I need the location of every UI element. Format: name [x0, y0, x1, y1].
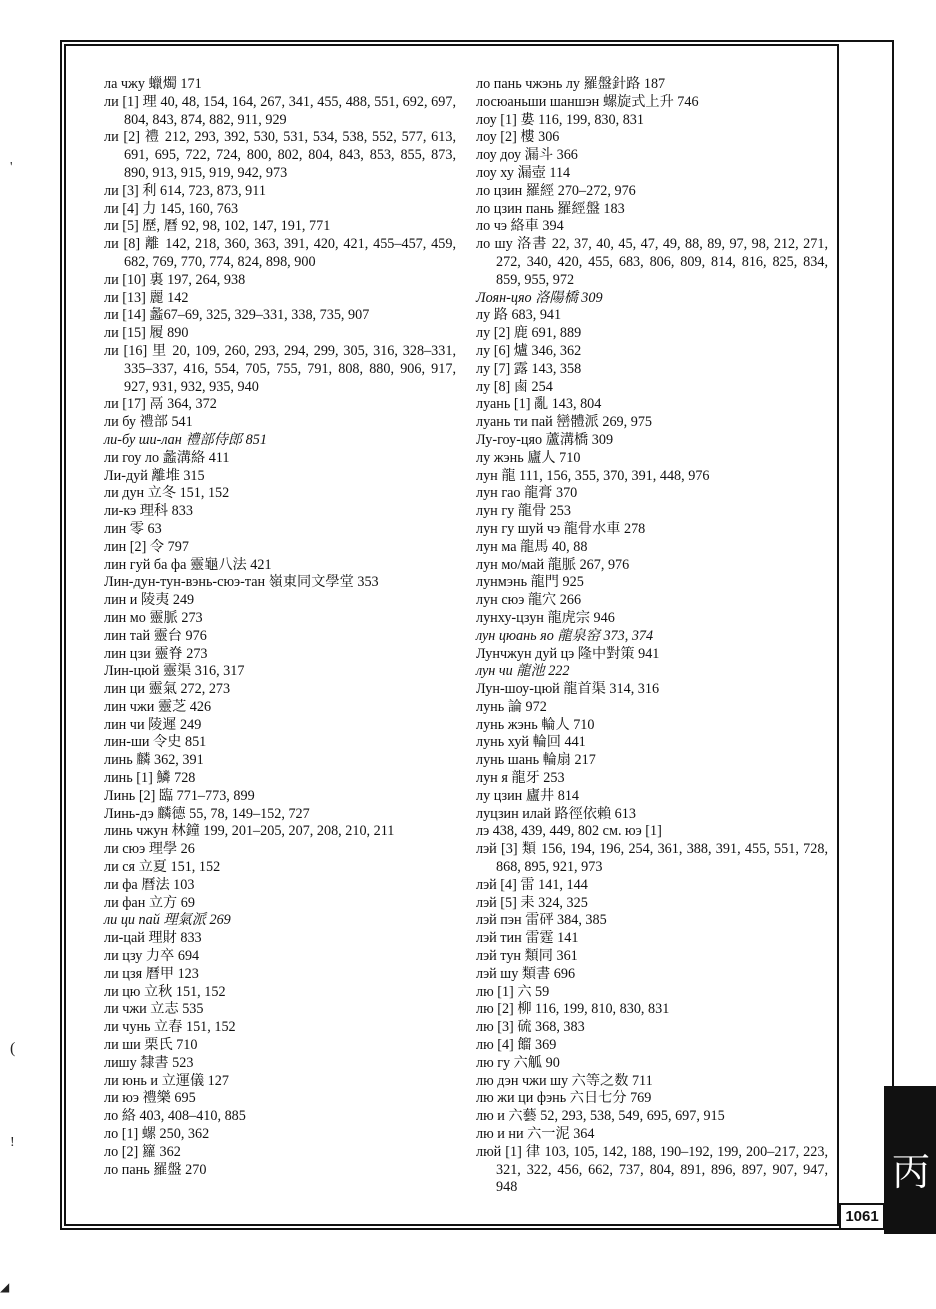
index-entry: лин цзи 靈脊 273	[104, 645, 208, 662]
index-entry: Линь [2] 臨 771–773, 899	[104, 787, 255, 804]
index-entry: лун мо/май 龍脈 267, 976	[476, 556, 630, 573]
section-thumb-tab	[884, 1086, 936, 1234]
index-entry: ли [4] 力 145, 160, 763	[104, 200, 239, 217]
index-entry: лун гу шуй чэ 龍骨水車 278	[476, 520, 646, 537]
index-entry: ли [2] 禮 212, 293, 392, 530, 531, 534, 538, 552, 577, 613, 691, 695, 722, 724, 800, 802, 804, 843, 853, 855, 873, 890, 913, 915, 919, 942, 973	[104, 129, 456, 181]
index-entry: лэй пэн 雷砰 384, 385	[476, 912, 607, 929]
index-entry: ли чжи 立志 535	[104, 1001, 204, 1018]
scan-mark: '	[10, 160, 13, 175]
index-entry: ли фан 立方 69	[104, 894, 195, 911]
index-entry: ли [5] 歷, 曆 92, 98, 102, 147, 191, 771	[104, 218, 331, 235]
index-entry: ли [13] 麗 142	[104, 289, 189, 306]
index-entry: ло чэ 絡車 394	[476, 218, 564, 235]
index-entry: линь чжун 林鐘 199, 201–205, 207, 208, 210, 211	[104, 823, 395, 840]
index-entry: ло 絡 403, 408–410, 885	[104, 1108, 246, 1125]
index-entry: Лунчжун дуй цэ 隆中對策 941	[476, 645, 660, 662]
index-entry: Ли-дуй 離堆 315	[104, 467, 205, 484]
index-entry: ли [1] 理 40, 48, 154, 164, 267, 341, 455, 488, 551, 692, 697, 804, 843, 874, 882, 911, 929	[104, 93, 456, 128]
index-entry: ло шу 洛書 22, 37, 40, 45, 47, 49, 88, 89, 97, 98, 212, 271, 272, 340, 420, 455, 683, 806, 809, 814, 816, 825, 834, 859, 955, 972	[476, 236, 828, 288]
index-entry: ло [2] 籮 362	[104, 1143, 181, 1160]
index-column-left	[104, 76, 456, 1179]
index-entry: лю [1] 六 59	[476, 983, 550, 1000]
index-entry: лин ци 靈氣 272, 273	[104, 681, 231, 698]
index-entry: Лу-гоу-цяо 蘆溝橋 309	[476, 431, 614, 448]
index-entry: луань ти пай 巒體派 269, 975	[476, 414, 653, 431]
scan-mark: ◢	[0, 1280, 10, 1294]
index-entry: лун я 龍牙 253	[476, 770, 565, 787]
index-entry: лю дэн чжи шу 六等之数 711	[476, 1072, 653, 1089]
index-entry: лун гу 龍骨 253	[476, 503, 571, 520]
index-entry: ли цю 立秋 151, 152	[104, 983, 226, 1000]
index-entry: лунь хуй 輪回 441	[476, 734, 586, 751]
index-entry: ли фа 曆法 103	[104, 876, 195, 893]
index-entry: лоу [1] 婁 116, 199, 830, 831	[476, 111, 644, 128]
index-entry: ли сюэ 理學 26	[104, 841, 195, 858]
index-entry: лоу доу 漏斗 366	[476, 147, 578, 164]
index-entry: ло [1] 螺 250, 362	[104, 1126, 210, 1143]
index-entry: лун гао 龍膏 370	[476, 485, 578, 502]
index-entry: лин тай 靈台 976	[104, 627, 207, 644]
index-entry: лю [4] 餾 369	[476, 1037, 557, 1054]
index-entry: люй [1] 律 103, 105, 142, 188, 190–192, 199, 200–217, 223, 321, 322, 456, 662, 737, 804, 891, 896, 897, 907, 947, 948	[476, 1143, 828, 1196]
index-entry: ло пань чжэнь лу 羅盤針路 187	[476, 76, 666, 92]
index-entry: Лун-шоу-цюй 龍首渠 314, 316	[476, 681, 660, 698]
index-entry: лосюаньши шаншэн 螺旋式上升 746	[476, 93, 699, 110]
index-entry: лу жэнь 廬人 710	[476, 449, 581, 466]
index-entry: лунь жэнь 輪人 710	[476, 716, 595, 733]
index-entry: лун чи 龍池 222	[476, 663, 570, 680]
index-entry: ли ся 立夏 151, 152	[104, 859, 221, 876]
index-entry: ли [17] 鬲 364, 372	[104, 396, 217, 413]
index-entry: лин [2] 令 797	[104, 538, 189, 555]
index-entry: лю [3] 硫 368, 383	[476, 1019, 585, 1036]
index-entry: ли [10] 裏 197, 264, 938	[104, 271, 246, 288]
index-entry: Линь-дэ 麟德 55, 78, 149–152, 727	[104, 805, 310, 822]
index-entry: линь 麟 362, 391	[104, 752, 204, 769]
index-entry: Лоян-цяо 洛陽橋 309	[476, 289, 603, 306]
index-entry: лу [7] 露 143, 358	[476, 360, 582, 377]
index-entry: лю гу 六觚 90	[476, 1054, 560, 1071]
index-entry: ли-цай 理財 833	[104, 930, 202, 947]
index-entry: лэ 438, 439, 449, 802 см. юэ [1]	[476, 823, 662, 840]
index-entry: ло цзин 羅經 270–272, 976	[476, 182, 636, 199]
index-entry: ли цзя 曆甲 123	[104, 965, 199, 982]
index-entry: ли [16] 里 20, 109, 260, 293, 294, 299, 305, 316, 328–331, 335–337, 416, 554, 705, 755, 791, 808, 880, 906, 917, 927, 931, 932, 935, 940	[104, 342, 456, 395]
index-entry: лу 路 683, 941	[476, 307, 562, 324]
index-entry: ли [8] 離 142, 218, 360, 363, 391, 420, 421, 455–457, 459, 682, 769, 770, 774, 824, 898, 900	[104, 236, 456, 270]
index-entry: лин и 陵夷 249	[104, 592, 195, 609]
index-entry: ли цзу 力卒 694	[104, 948, 200, 965]
index-entry: лю и 六藝 52, 293, 538, 549, 695, 697, 915	[476, 1108, 725, 1125]
index-entry: лэй [5] 耒 324, 325	[476, 894, 588, 911]
index-entry: ли ши 栗氏 710	[104, 1037, 198, 1054]
index-entry: ли гоу ло 蠡溝絡 411	[104, 449, 230, 466]
index-entry: лин мо 靈脈 273	[104, 609, 203, 626]
index-entry: лун сюэ 龍穴 266	[476, 592, 582, 609]
index-entry: лишу 隸書 523	[104, 1054, 194, 1071]
index-entry: ли [15] 履 890	[104, 325, 189, 342]
index-entry: ли чунь 立春 151, 152	[104, 1019, 236, 1036]
index-entry: ла чжу 蠟燭 171	[104, 76, 202, 92]
index-entry: лунху-цзун 龍虎宗 946	[476, 609, 615, 626]
index-entry: лин чжи 靈芝 426	[104, 698, 212, 715]
index-entry: лун ма 龍馬 40, 88	[476, 538, 588, 555]
index-entry: лун цюань яо 龍泉窑 373, 374	[476, 627, 654, 644]
index-entry: ли юнь и 立運儀 127	[104, 1072, 229, 1089]
page-number: 1061	[839, 1203, 885, 1230]
scan-mark: (	[10, 1040, 16, 1057]
index-entry: лунь шань 輪扇 217	[476, 752, 596, 769]
index-entry: ли юэ 禮樂 695	[104, 1090, 196, 1107]
index-entry: ли-кэ 理科 833	[104, 503, 193, 520]
index-entry: ли-бу ши-лан 禮部侍郎 851	[104, 431, 267, 448]
index-entry: лю [2] 柳 116, 199, 810, 830, 831	[476, 1001, 670, 1018]
index-entry: лунмэнь 龍門 925	[476, 574, 584, 591]
index-entry: ли дун 立冬 151, 152	[104, 485, 230, 502]
index-entry: лоу [2] 樓 306	[476, 129, 560, 146]
index-entry: лу цзин 廬井 814	[476, 787, 580, 804]
index-entry: лу [2] 鹿 691, 889	[476, 325, 582, 342]
index-entry: лу [8] 鹵 254	[476, 378, 553, 395]
index-entry: ли [14] 蠡67–69, 325, 329–331, 338, 735, 907	[104, 307, 370, 324]
index-entry: лэй [4] 雷 141, 144	[476, 876, 588, 893]
index-entry: лю и ни 六一泥 364	[476, 1126, 595, 1143]
index-entry: лин 零 63	[104, 520, 162, 537]
index-entry: лин чи 陵遲 249	[104, 716, 202, 733]
index-entry: Лин-цюй 靈渠 316, 317	[104, 663, 245, 680]
index-entry: лэй тин 雷霆 141	[476, 930, 579, 947]
index-entry: лунь 論 972	[476, 698, 547, 715]
index-entry: лин гуй ба фа 靈龜八法 421	[104, 556, 272, 573]
index-entry: ли бу 禮部 541	[104, 414, 193, 431]
scan-mark: !	[10, 1135, 15, 1150]
index-entry: лэй тун 類同 361	[476, 948, 578, 965]
index-entry: линь [1] 鱗 728	[104, 770, 196, 787]
index-entry: лин-ши 令史 851	[104, 734, 207, 751]
index-entry: луань [1] 亂 143, 804	[476, 396, 602, 413]
index-entry: лэй шу 類書 696	[476, 965, 576, 982]
index-entry: ли ци пай 理氣派 269	[104, 912, 231, 929]
section-tab-glyph: 丙	[892, 1150, 931, 1194]
index-entry: лу [6] 爐 346, 362	[476, 342, 582, 359]
index-entry: лэй [3] 類 156, 194, 196, 254, 361, 388, 391, 455, 551, 728, 868, 895, 921, 973	[476, 841, 828, 876]
index-entry: лю жи ци фэнь 六日七分 769	[476, 1090, 652, 1107]
index-entry: Лин-дун-тун-вэнь-сюэ-тан 嶺東同文學堂 353	[104, 574, 379, 591]
index-entry: лоу ху 漏壺 114	[476, 164, 571, 181]
index-entry: ло пань 羅盤 270	[104, 1161, 207, 1178]
index-entry: ли [3] 利 614, 723, 873, 911	[104, 182, 266, 199]
index-entry: ло цзин пань 羅經盤 183	[476, 200, 625, 217]
index-column-right	[476, 76, 828, 1197]
index-entry: луцзин илай 路徑依賴 613	[476, 805, 636, 822]
index-entry: лун 龍 111, 156, 355, 370, 391, 448, 976	[476, 467, 710, 484]
